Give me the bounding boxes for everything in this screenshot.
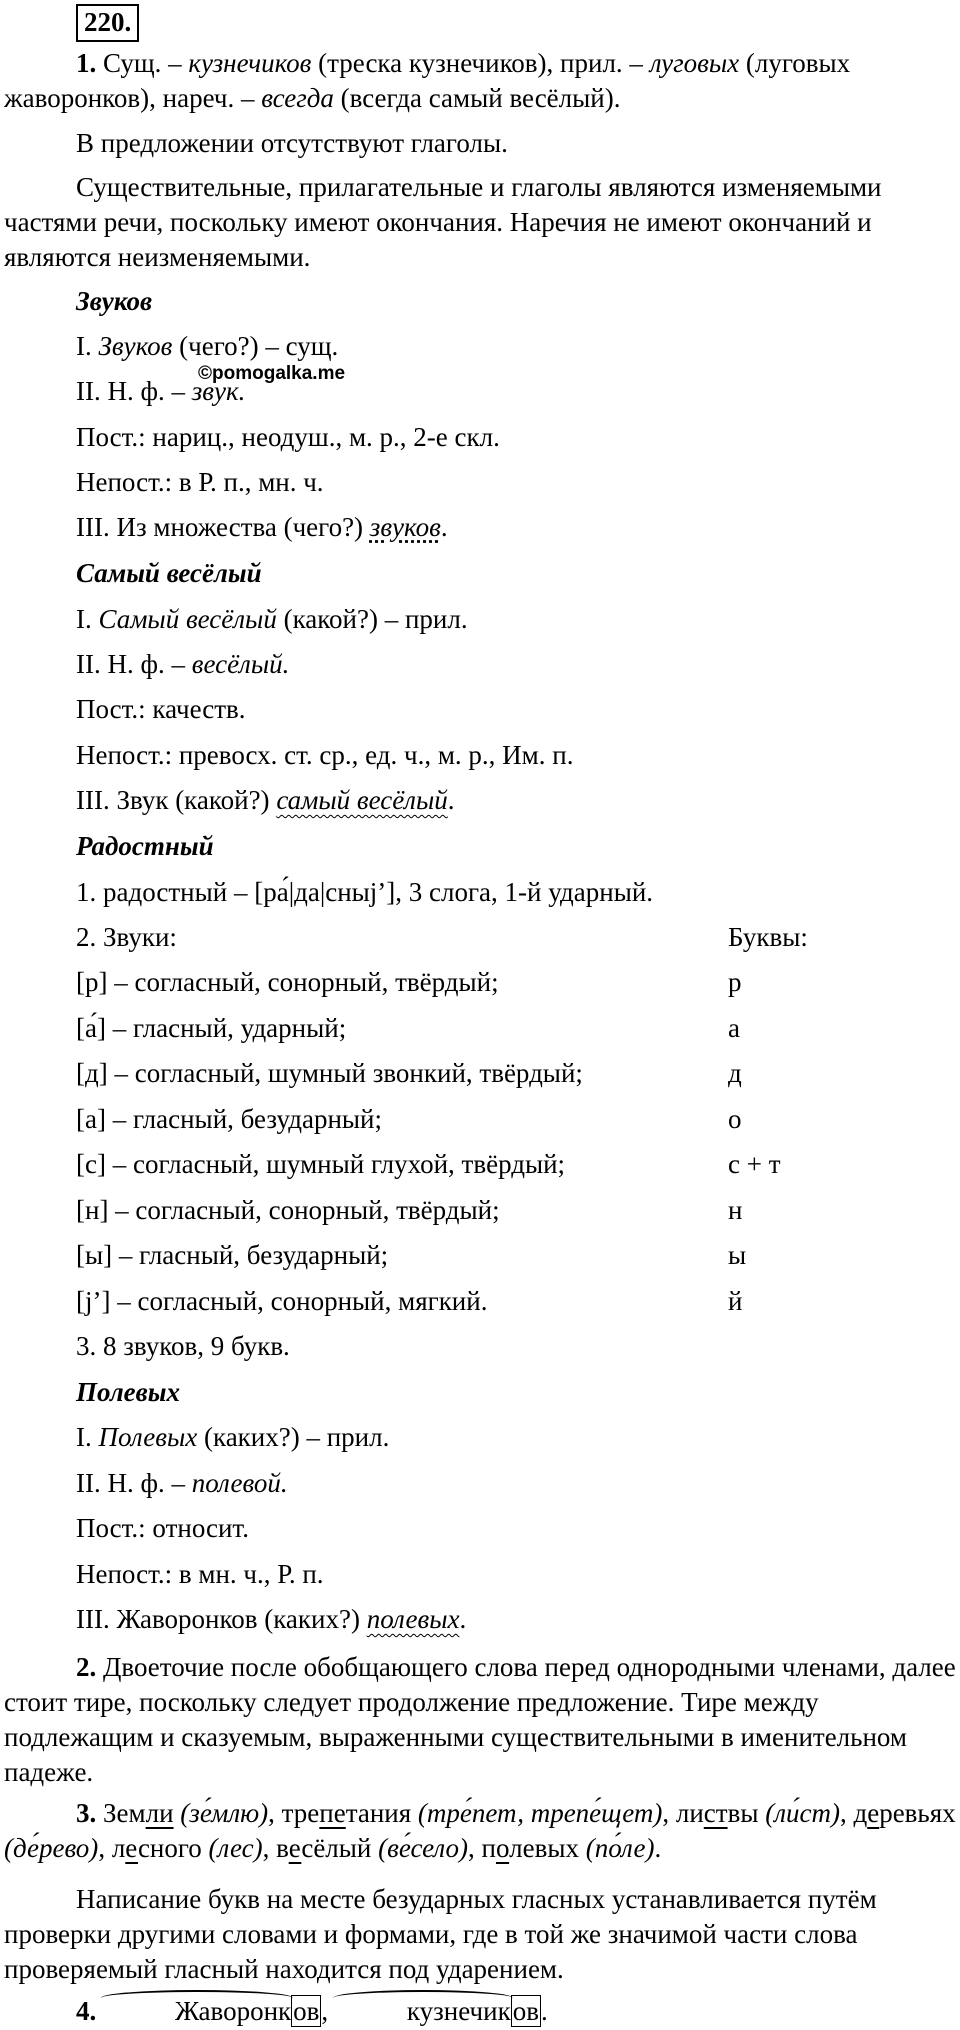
- sound-row: [а] – гласный, безударный;: [76, 1104, 383, 1134]
- syllables-line: 1. радостный – [ра́|да|сныj’], 3 слога, 1-й ударный.: [76, 877, 654, 907]
- text: I.: [76, 331, 99, 361]
- text: .: [447, 785, 455, 815]
- word: полевой.: [191, 1468, 288, 1498]
- letter-cell: с + т: [728, 1149, 781, 1179]
- morpheme-word: [335, 1994, 511, 2029]
- letter-cell: ы: [728, 1240, 747, 1270]
- check-word: (зе́млю): [173, 1798, 269, 1828]
- text: сного: [137, 1833, 209, 1863]
- text: II. Н. ф. –: [76, 1468, 192, 1498]
- word: Полевых: [98, 1422, 198, 1452]
- task1-number: 1.: [76, 48, 97, 78]
- letters-header: Буквы:: [728, 922, 808, 952]
- parse-line: [76, 1420, 389, 1455]
- letter-cell: р: [728, 967, 742, 997]
- section-heading: Самый весёлый: [76, 558, 262, 588]
- letter-cell: й: [728, 1286, 743, 1316]
- word-ending: ов: [512, 1996, 539, 2026]
- sound-row: [н] – согласный, сонорный, твёрдый;: [76, 1195, 500, 1225]
- word-root: Жаворонк: [175, 1996, 292, 2026]
- underlined-word: полевых: [366, 1604, 460, 1634]
- word: весёлый.: [191, 649, 290, 679]
- parse-line: Пост.: относит.: [76, 1513, 249, 1543]
- orthogram: о: [495, 1833, 510, 1863]
- check-word: (по́ле): [585, 1833, 655, 1863]
- text: I.: [76, 604, 99, 634]
- text: (всегда самый весёлый).: [333, 83, 621, 113]
- text: ,: [839, 1798, 847, 1828]
- orthogram: ст: [703, 1798, 728, 1828]
- task2-number: 2.: [76, 1652, 97, 1682]
- watermark: ©pomogalka.me: [198, 363, 346, 384]
- task1-paragraph: [4, 46, 956, 116]
- parse-line: Пост.: нариц., неодуш., м. р., 2-е скл.: [76, 422, 500, 452]
- text: ли: [675, 1798, 704, 1828]
- parse-line: [76, 783, 455, 818]
- letter-cell: о: [728, 1104, 742, 1134]
- text: III. Звук (какой?): [76, 785, 277, 815]
- orthogram: пе: [319, 1798, 346, 1828]
- parse-line: [76, 1466, 288, 1501]
- summary-line: 3. 8 звуков, 9 букв.: [76, 1331, 290, 1361]
- check-word: (ве́село): [378, 1833, 468, 1863]
- exercise-number: 220.: [76, 4, 139, 42]
- task3-rule: Написание букв на месте безударных гласных устанавливается путём проверки другими словами и формами, где в той же значимой части слова проверяемый гласный находится под ударением.: [4, 1884, 877, 1984]
- text: , в: [262, 1833, 289, 1863]
- text: , тре: [268, 1798, 320, 1828]
- parse-line: [76, 510, 448, 545]
- letter-cell: д: [728, 1058, 742, 1088]
- underlined-word: звуков: [369, 512, 441, 542]
- text: тания: [345, 1798, 418, 1828]
- check-word: (де́рево): [4, 1833, 99, 1863]
- task4-number: 4.: [76, 1996, 97, 2026]
- sound-row: [д] – согласный, шумный звонкий, твёрдый;: [76, 1058, 583, 1088]
- word: кузнечиков: [188, 48, 312, 78]
- parse-line: Непост.: в Р. п., мн. ч.: [76, 467, 324, 497]
- text: (треска кузнечиков), прил. –: [311, 48, 650, 78]
- root-arc: [101, 1990, 293, 2006]
- word-root: кузнечик: [406, 1996, 511, 2026]
- text: ревьях: [879, 1798, 956, 1828]
- text: , л: [98, 1833, 126, 1863]
- text: Двоеточие после обобщающего слова перед однородными членами, далее стоит тире, поскольку следует продолжение предложение. Тире между подлежащим и сказуемым, выраженными существительными в именительном падеже.: [4, 1652, 956, 1787]
- text: .: [540, 1996, 548, 2026]
- text: .: [654, 1833, 662, 1863]
- sound-row: [а́] – гласный, ударный;: [76, 1013, 347, 1043]
- orthogram: ли: [145, 1798, 174, 1828]
- text: д: [853, 1798, 868, 1828]
- section-heading: Радостный: [76, 831, 214, 861]
- parse-line: [76, 602, 468, 637]
- check-word: (тре́пет, трепе́щет): [417, 1798, 663, 1828]
- sound-row: [с] – согласный, шумный глухой, твёрдый;: [76, 1149, 566, 1179]
- text: II. Н. ф. –: [76, 649, 192, 679]
- orthogram: е: [867, 1798, 880, 1828]
- text: ,: [662, 1798, 676, 1828]
- morpheme-word: [103, 1994, 291, 2029]
- no-verbs-sentence: В предложении отсутствуют глаголы.: [76, 128, 508, 158]
- word: Звуков: [98, 331, 173, 361]
- text: II. Н. ф. –: [76, 376, 192, 406]
- letter-cell: а: [728, 1013, 740, 1043]
- text: III. Жаворонков (каких?): [76, 1604, 367, 1634]
- parse-line: Пост.: качеств.: [76, 694, 246, 724]
- parse-line: Непост.: в мн. ч., Р. п.: [76, 1559, 324, 1589]
- orthogram: е: [288, 1833, 302, 1863]
- word: Самый весёлый: [98, 604, 277, 634]
- underlined-word: самый весёлый: [276, 785, 448, 815]
- root-arc: [333, 1990, 513, 2006]
- word: всегда: [261, 83, 334, 113]
- text: (чего?) – сущ.: [172, 331, 339, 361]
- task4-paragraph: [4, 1994, 956, 2029]
- task3-paragraph: [4, 1796, 956, 1866]
- text: (каких?) – прил.: [197, 1422, 390, 1452]
- text: (какой?) – прил.: [276, 604, 468, 634]
- parse-line: [76, 329, 338, 364]
- text: Зем: [96, 1798, 146, 1828]
- word: луговых: [649, 48, 740, 78]
- text: левых: [509, 1833, 586, 1863]
- check-word: (ли́ст): [765, 1798, 840, 1828]
- text: сёлый: [301, 1833, 379, 1863]
- parts-of-speech-explanation: Существительные, прилагательные и глаголы являются изменяемыми частями речи, поскольку имеют окончания. Наречия не имеют окончаний и являются неизменяемыми.: [4, 172, 882, 272]
- parse-line: Непост.: превосх. ст. ср., ед. ч., м. р., Им. п.: [76, 740, 574, 770]
- text: (луговых жаворонков), нареч. –: [4, 48, 851, 113]
- section-heading: Полевых: [76, 1377, 180, 1407]
- sound-row: [j’] – согласный, сонорный, мягкий.: [76, 1286, 488, 1316]
- letter-cell: н: [728, 1195, 743, 1225]
- sound-row: [ы] – гласный, безударный;: [76, 1240, 389, 1270]
- section-heading: Звуков: [76, 286, 153, 316]
- parse-line: [76, 1602, 466, 1637]
- word: звук.: [191, 376, 246, 406]
- text: , п: [468, 1833, 496, 1863]
- parse-line: [76, 647, 289, 682]
- text: I.: [76, 1422, 99, 1452]
- text: ,: [321, 1996, 335, 2026]
- word-ending: ов: [293, 1996, 320, 2026]
- check-word: (лес): [208, 1833, 263, 1863]
- text: вы: [727, 1798, 766, 1828]
- sound-row: [р] – согласный, сонорный, твёрдый;: [76, 967, 499, 997]
- task3-number: 3.: [76, 1798, 97, 1828]
- orthogram: е: [125, 1833, 138, 1863]
- text: III. Из множества (чего?): [76, 512, 370, 542]
- sounds-header: 2. Звуки:: [76, 922, 177, 952]
- text: .: [459, 1604, 467, 1634]
- text: .: [440, 512, 448, 542]
- task2-paragraph: [4, 1650, 956, 1790]
- text: Сущ. –: [96, 48, 189, 78]
